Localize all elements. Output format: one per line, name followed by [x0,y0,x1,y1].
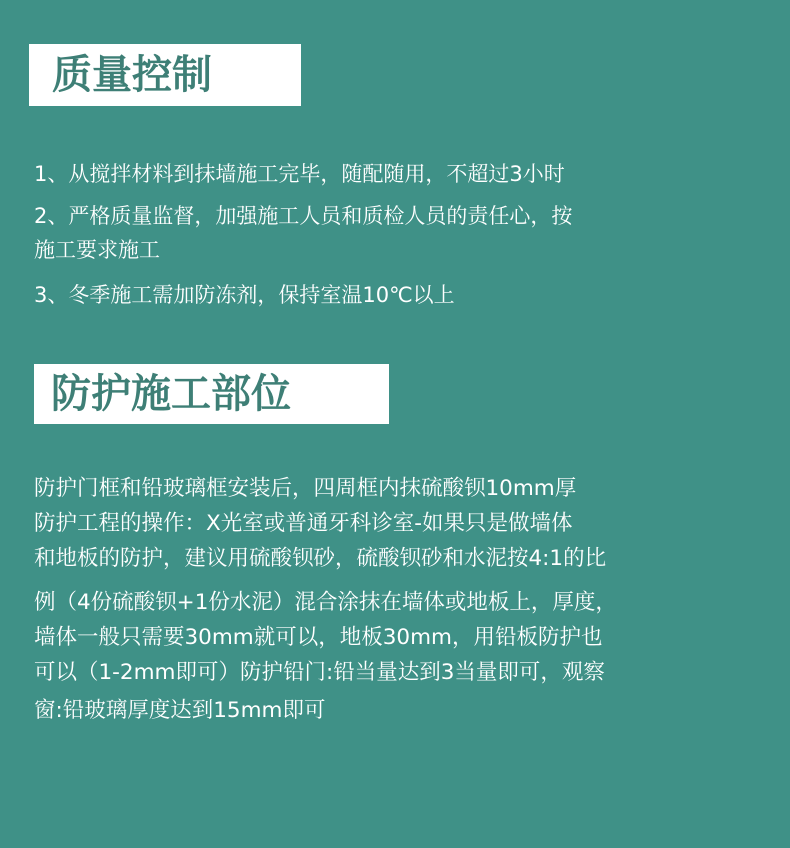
protection-line: 例（4份硫酸钡+1份水泥）混合涂抹在墙体或地板上，厚度， [34,590,617,615]
protection-line: 防护门框和铅玻璃框安装后，四周框内抹硫酸钡10mm厚 [34,476,577,501]
quality-item-3: 3、冬季施工需加防冻剂，保持室温10℃以上 [34,283,455,307]
protection-line: 可以（1-2mm即可）防护铅门:铅当量达到3当量即可，观察 [34,660,605,685]
protection-parts-title: 防护施工部位 [51,371,291,417]
quality-item-1: 1、从搅拌材料到抹墙施工完毕，随配随用，不超过3小时 [34,162,565,186]
quality-item-2: 2、严格质量监督，加强施工人员和质检人员的责任心，按 [34,204,573,228]
protection-parts-heading [34,364,389,424]
protection-line: 窗:铅玻璃厚度达到15mm即可 [34,698,326,723]
quality-control-title: 质量控制 [52,52,212,98]
quality-item-2-cont: 施工要求施工 [34,238,160,262]
protection-line: 墙体一般只需要30mm就可以，地板30mm，用铅板防护也 [34,625,603,650]
protection-line: 防护工程的操作：X光室或普通牙科诊室-如果只是做墙体 [34,511,573,536]
quality-control-heading [29,44,301,106]
protection-line: 和地板的防护，建议用硫酸钡砂，硫酸钡砂和水泥按4:1的比 [34,546,607,571]
